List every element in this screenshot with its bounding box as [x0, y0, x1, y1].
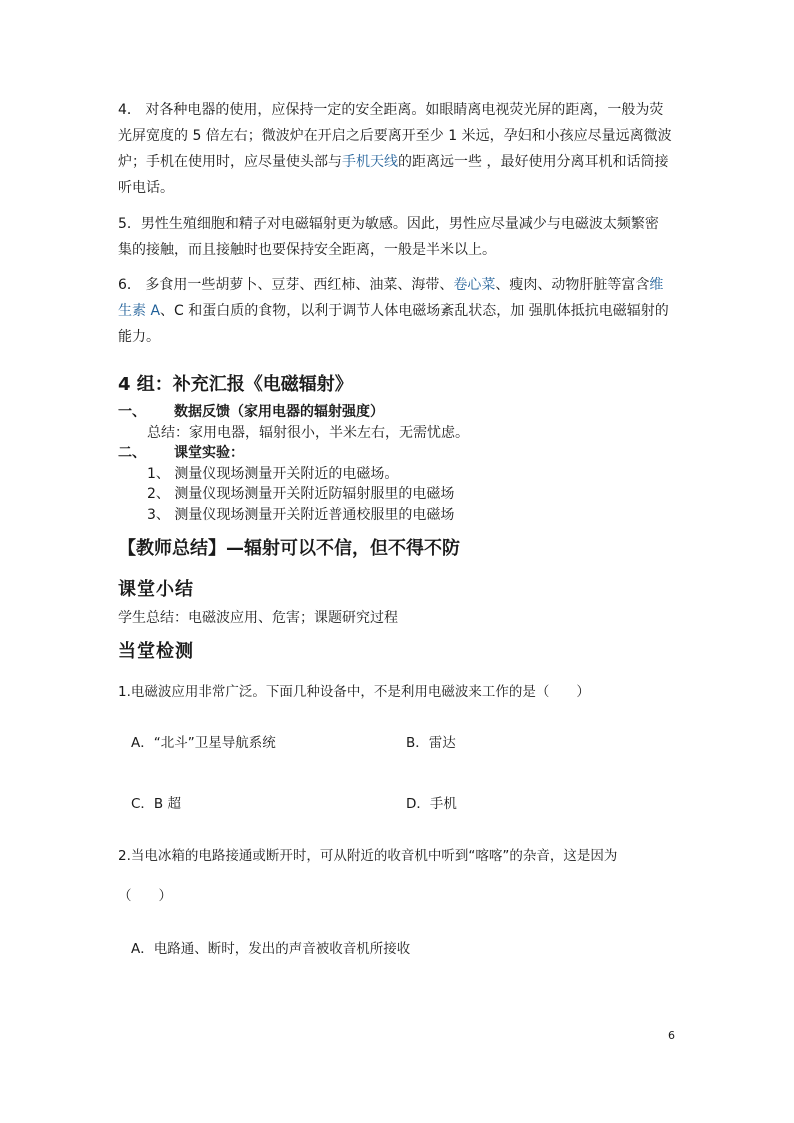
item4-line3	[118, 149, 668, 175]
item6-line2-text-b: 、C 和蛋白质的食物，以利于调节人体电磁场紊乱状态，加 强肌体抵抗电磁辐射的	[160, 303, 669, 319]
item4-line1: 4． 对各种电器的使用，应保持一定的安全距离。如眼睛离电视荧光屏的距离，一般为荧	[118, 102, 664, 118]
vitamin-a-link-part2[interactable]: 生素 A	[118, 303, 161, 319]
item4-line3-text-b: 的距离远一些 ，最好使用分离耳机和话筒接	[398, 154, 669, 170]
question2-stem: 2.当电冰箱的电路接通或断开时，可从附近的收音机中听到“喀喀”的杂音，这是因为	[118, 848, 618, 864]
cabbage-link[interactable]: 卷心菜	[453, 277, 496, 293]
experiment-item: 2、 测量仪现场测量开关附近防辐射服里的电磁场	[147, 486, 455, 502]
item6-line1	[118, 272, 663, 298]
section2-title: 课堂实验：	[174, 445, 244, 461]
test-heading: 当堂检测	[118, 641, 194, 662]
q1-option-b: B．雷达	[406, 735, 456, 751]
question1-stem: 1.电磁波应用非常广泛。下面几种设备中，不是利用电磁波来工作的是（ ）	[118, 684, 590, 700]
section1-title: 数据反馈（家用电器的辐射强度）	[174, 404, 384, 420]
q2-option-a: A．电路通、断时，发出的声音被收音机所接收	[131, 941, 411, 957]
item6-line1-text-b: 、瘦肉、动物肝脏等富含	[495, 277, 650, 293]
item4-line3-text-a: 炉；手机在使用时，应尽量使头部与	[118, 154, 342, 170]
question2-blank: （ ）	[118, 888, 172, 904]
item6-line2	[118, 298, 669, 324]
class-summary-text: 学生总结：电磁波应用、危害；课题研究过程	[118, 610, 398, 626]
phone-antenna-link[interactable]: 手机天线	[342, 154, 398, 170]
q1-option-c: C．B 超	[131, 796, 181, 812]
section1-number: 一、	[118, 404, 146, 420]
q1-option-d: D．手机	[406, 796, 457, 812]
group4-heading: 4 组：补充汇报《电磁辐射》	[118, 374, 353, 395]
item5-line2: 集的接触，而且接触时也要保持安全距离，一般是半米以上。	[118, 242, 496, 258]
item4-line2: 光屏宽度的 5 倍左右；微波炉在开启之后要离开至少 1 米远，孕妇和小孩应尽量远离微波	[118, 128, 672, 144]
section2-number: 二、	[118, 445, 146, 461]
section1-summary: 总结：家用电器，辐射很小，半米左右，无需忧虑。	[147, 425, 469, 441]
page-number: 6	[668, 1029, 675, 1042]
vitamin-a-link-part1[interactable]: 维	[649, 277, 664, 293]
item5-line1: 5．男性生殖细胞和精子对电磁辐射更为敏感。因此，男性应尽量减少与电磁波太频繁密	[118, 216, 659, 232]
teacher-summary: 【教师总结】—辐射可以不信，但不得不防	[118, 538, 460, 559]
experiment-item: 3、 测量仪现场测量开关附近普通校服里的电磁场	[147, 507, 455, 523]
q1-option-a: A．“北斗”卫星导航系统	[131, 735, 276, 751]
item4-line4: 听电话。	[118, 180, 174, 196]
item6-line3: 能力。	[118, 329, 160, 345]
item6-line1-text-a: 6． 多食用一些胡萝卜、豆芽、西红柿、油菜、海带、	[118, 277, 454, 293]
class-summary-heading: 课堂小结	[118, 579, 194, 600]
experiment-item: 1、 测量仪现场测量开关附近的电磁场。	[147, 466, 399, 482]
